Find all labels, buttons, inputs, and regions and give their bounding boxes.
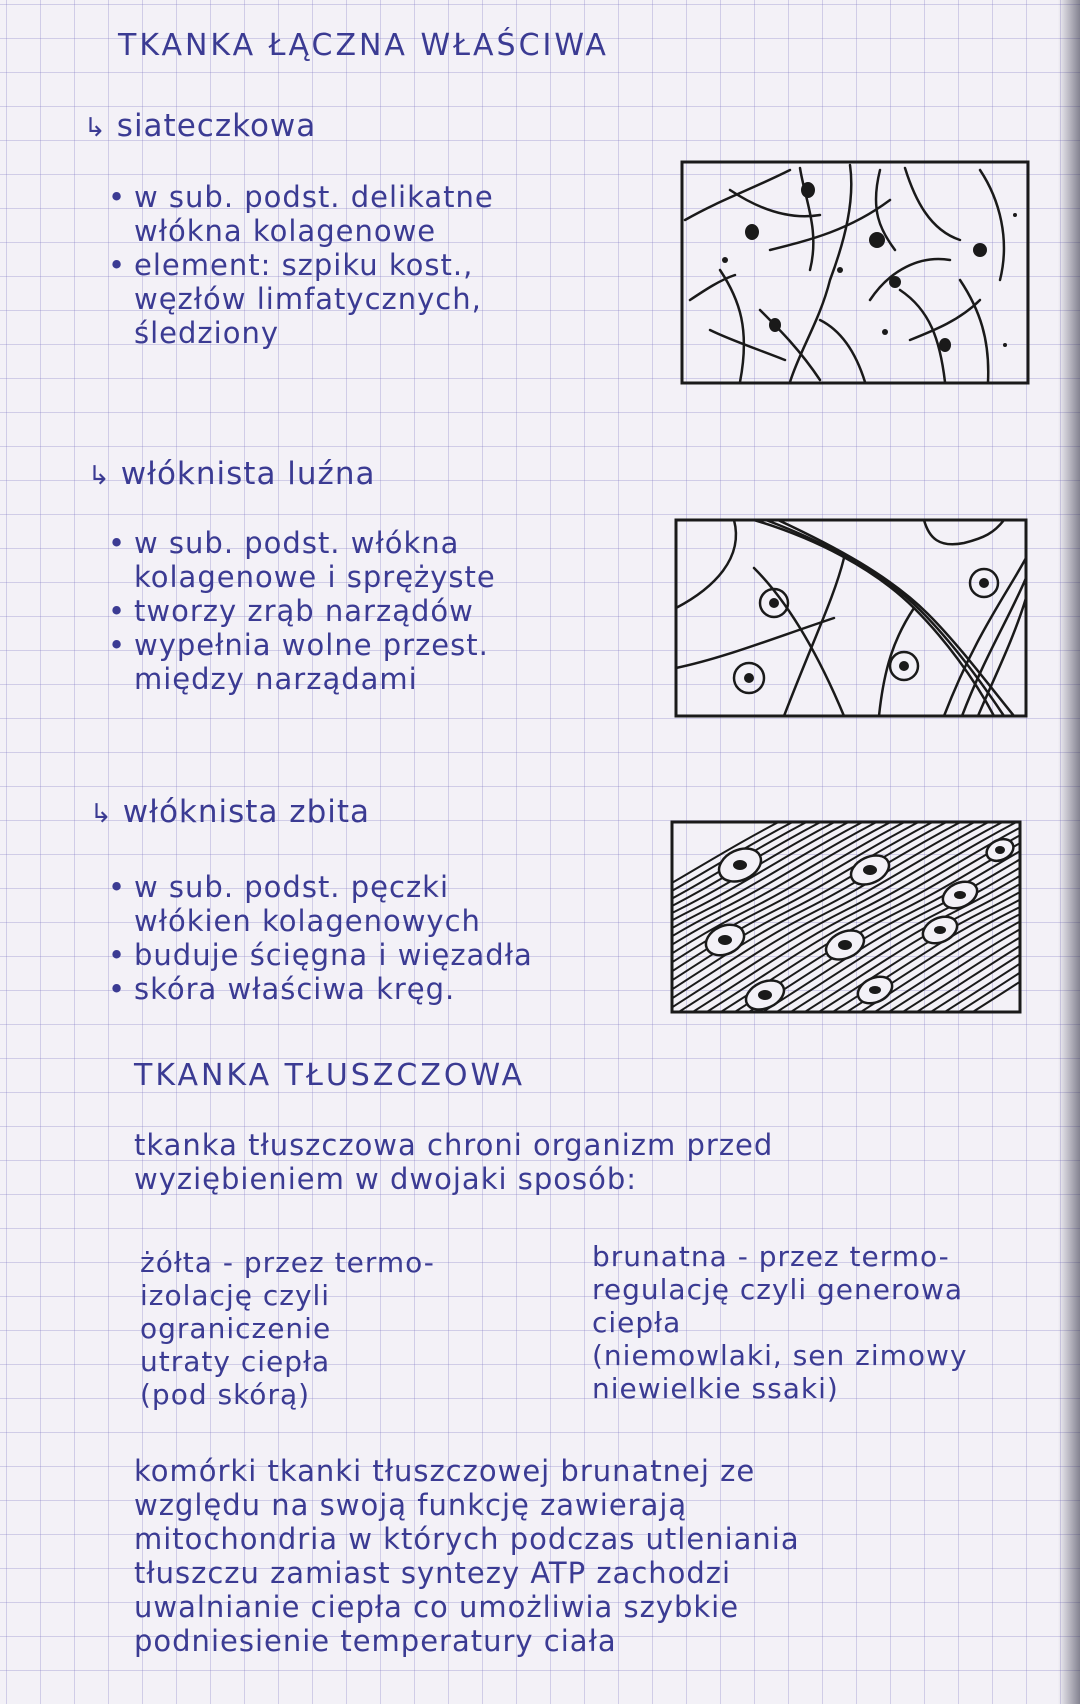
fat-section-title: TKANKA TŁUSZCZOWA	[134, 1058, 526, 1093]
yellow-fat-description: żółta - przez termo- izolację czyli ograniczenie utraty ciepła (pod skórą)	[140, 1246, 435, 1411]
fat-intro: tkanka tłuszczowa chroni organizm przed wyziębieniem w dwojaki sposób:	[134, 1128, 774, 1196]
section-heading-dense	[90, 794, 370, 830]
arrow-icon: ↳	[90, 799, 113, 829]
section-heading-reticular	[84, 108, 316, 144]
reticular-tissue-drawing	[680, 160, 1030, 385]
brown-fat-description: brunatna - przez termo- regulację czyli generowa ciepła (niemowlaki, sen zimowy niewielkie ssaki)	[592, 1240, 968, 1405]
dense-tissue-drawing	[670, 820, 1022, 1014]
page-edge-shadow	[1058, 0, 1080, 1704]
list-item: • buduje ścięgna i więzadła	[108, 938, 533, 972]
brown-fat-explanation: komórki tkanki tłuszczowej brunatnej ze względu na swoją funkcję zawierają mitochondria w których podczas utleniania tłuszczu zamiast syntezy ATP zachodzi uwalnianie ciepła co umożliwia szybkie podniesienie temperatury ciała	[134, 1454, 800, 1658]
section-heading-loose	[88, 456, 375, 492]
section-name: siateczkowa	[116, 108, 317, 144]
arrow-icon: ↳	[88, 461, 111, 491]
section-name: włóknista luźna	[120, 456, 376, 492]
list-item: • tworzy zrąb narządów	[108, 594, 496, 628]
list-item: • w sub. podst. włókna kolagenowe i sprężyste	[108, 526, 496, 594]
dense-bullets	[108, 870, 533, 1006]
section-name: włóknista zbita	[122, 794, 371, 830]
arrow-icon: ↳	[84, 113, 107, 143]
reticular-bullets	[108, 180, 494, 350]
list-item: • element: szpiku kost., węzłów limfatycznych, śledziony	[108, 248, 494, 350]
list-item: • w sub. podst. delikatne włókna kolagenowe	[108, 180, 494, 248]
list-item: • w sub. podst. pęczki włókien kolagenowych	[108, 870, 533, 938]
loose-bullets	[108, 526, 496, 696]
list-item: • skóra właściwa kręg.	[108, 972, 533, 1006]
list-item: • wypełnia wolne przest. między narządami	[108, 628, 496, 696]
loose-tissue-drawing	[674, 518, 1028, 718]
page-title: TKANKA ŁĄCZNA WŁAŚCIWA	[118, 28, 609, 63]
